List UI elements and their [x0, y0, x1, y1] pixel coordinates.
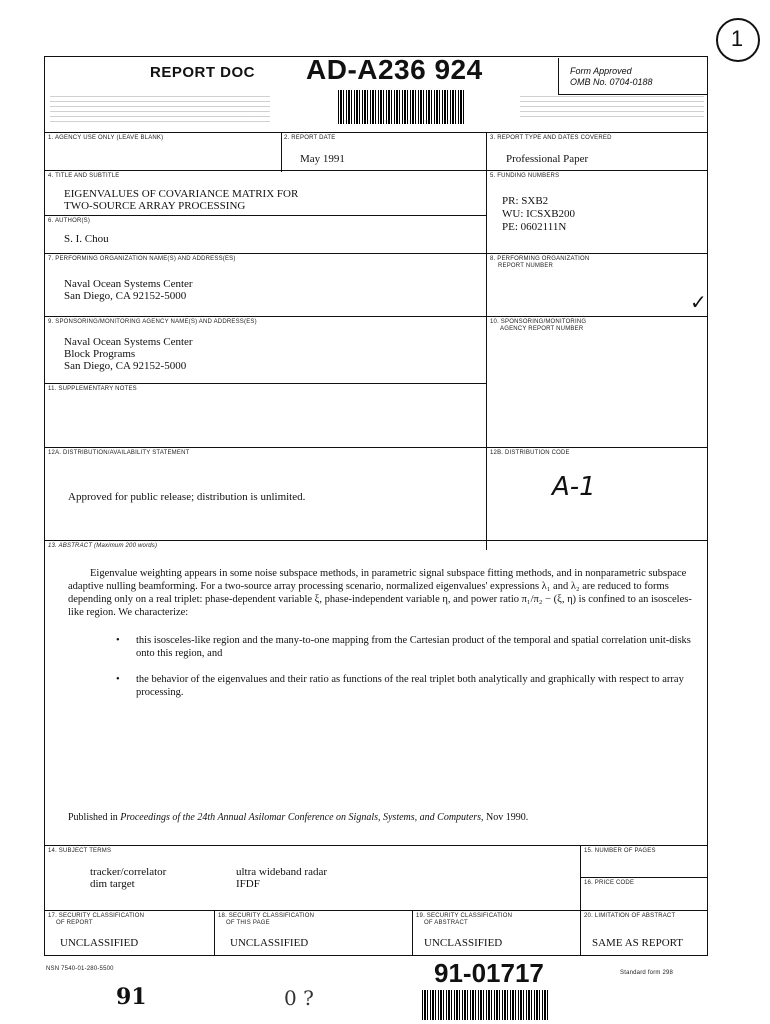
performing-report-label-2: REPORT NUMBER [498, 263, 554, 269]
page-number: 1 [730, 26, 744, 51]
funding-pr: PR: SXB2 [502, 195, 549, 207]
published-in [68, 812, 698, 823]
bullet-icon: • [116, 674, 120, 685]
supplementary-label: 11. SUPPLEMENTARY NOTES [48, 386, 137, 392]
abstract-bullet-1-text: this isosceles-like region and the many-to-one mapping from the Cartesian product of the temporal and spatial correlation unit-disks onto this region, and [136, 635, 691, 659]
sponsoring-org-line-1: Naval Ocean Systems Center [64, 336, 193, 348]
subject-term-3: ultra wideband radar [236, 866, 328, 878]
abstract-bullet-1 [116, 634, 692, 660]
report-type: Professional Paper [506, 153, 589, 165]
sec-page-label-2: OF THIS PAGE [226, 920, 270, 926]
fine-print-left [50, 96, 270, 124]
subject-term-1: tracker/correlator [90, 866, 167, 878]
distribution-code-label: 12B. DISTRIBUTION CODE [490, 450, 570, 456]
sec-abstract-label-2: OF ABSTRACT [424, 920, 468, 926]
performing-org-label: 7. PERFORMING ORGANIZATION NAME(S) AND ADDRESS(ES) [48, 256, 236, 262]
published-prefix: Published in [68, 812, 121, 823]
abstract-label: 13. ABSTRACT (Maximum 200 words) [48, 543, 158, 549]
authors: S. I. Chou [64, 233, 109, 245]
authors-label: 6. AUTHOR(S) [48, 218, 91, 224]
sponsoring-report-label-2: AGENCY REPORT NUMBER [500, 326, 584, 332]
distribution-statement-label: 12A. DISTRIBUTION/AVAILABILITY STATEMENT [48, 450, 190, 456]
report-date-label: 2. REPORT DATE [284, 135, 336, 141]
funding-wu: WU: ICSXB200 [502, 208, 576, 220]
num-pages-label: 15. NUMBER OF PAGES [584, 848, 656, 854]
performing-report-label-1: 8. PERFORMING ORGANIZATION [490, 256, 590, 262]
omb-number: OMB No. 0704-0188 [570, 77, 653, 87]
price-code-label: 16. PRICE CODE [584, 880, 635, 886]
funding-pe: PE: 0602111N [502, 221, 567, 233]
title-line-2: TWO-SOURCE ARRAY PROCESSING [64, 200, 246, 212]
form-approved: Form Approved [570, 66, 632, 76]
title-label: 4. TITLE AND SUBTITLE [48, 173, 120, 179]
published-venue: Proceedings of the 24th Annual Asilomar Conference on Signals, Systems, and Computers [120, 812, 482, 823]
agency-use-label: 1. AGENCY USE ONLY (LEAVE BLANK) [48, 135, 164, 141]
sec-report-label-2: OF REPORT [56, 920, 93, 926]
distribution-statement: Approved for public release; distribution is unlimited. [68, 491, 306, 503]
bullet-icon: • [116, 635, 120, 646]
abstract-bullet-2 [116, 673, 692, 699]
subject-terms-label: 14. SUBJECT TERMS [48, 848, 112, 854]
ad-barcode [338, 90, 464, 124]
sec-page-value: UNCLASSIFIED [230, 937, 309, 949]
limitation-value: SAME AS REPORT [592, 937, 684, 949]
subject-term-2: dim target [90, 878, 135, 890]
sec-page-label-1: 18. SECURITY CLASSIFICATION [218, 913, 315, 919]
performing-org-line-2: San Diego, CA 92152-5000 [64, 290, 187, 302]
date-stamp: 91 [116, 984, 147, 1010]
report-type-label: 3. REPORT TYPE AND DATES COVERED [490, 135, 612, 141]
sponsoring-org-label: 9. SPONSORING/MONITORING AGENCY NAME(S) AND ADDRESS(ES) [48, 319, 257, 325]
nsn: NSN 7540-01-280-5500 [46, 966, 114, 972]
sponsoring-org-line-3: San Diego, CA 92152-5000 [64, 360, 187, 372]
ad-number: AD-A236 924 [306, 54, 483, 85]
sec-report-label-1: 17. SECURITY CLASSIFICATION [48, 913, 145, 919]
title-line-1: EIGENVALUES OF COVARIANCE MATRIX FOR [64, 188, 299, 200]
checkmark: ✓ [690, 290, 707, 314]
sec-abstract-value: UNCLASSIFIED [424, 937, 503, 949]
accession-barcode [422, 990, 548, 1020]
standard-form: Standard form 298 [620, 970, 674, 976]
limitation-label: 20. LIMITATION OF ABSTRACT [584, 913, 676, 919]
date-stamp-tail: 0 ? [284, 986, 314, 1010]
published-suffix: , Nov 1990. [481, 812, 529, 823]
sponsoring-report-label-1: 10. SPONSORING/MONITORING [490, 319, 587, 325]
report-date: May 1991 [300, 153, 345, 165]
report-title: REPORT DOC [150, 64, 256, 81]
abstract-bullet-2-text: the behavior of the eigenvalues and their ratio as functions of the real triplet both analytically and graphically with respect to array processing. [136, 674, 684, 698]
accession-number: 91-01717 [434, 958, 544, 988]
performing-org-line-1: Naval Ocean Systems Center [64, 278, 193, 290]
sponsoring-org-line-2: Block Programs [64, 348, 136, 360]
sec-report-value: UNCLASSIFIED [60, 937, 139, 949]
sec-abstract-label-1: 19. SECURITY CLASSIFICATION [416, 913, 513, 919]
funding-label: 5. FUNDING NUMBERS [490, 173, 560, 179]
handwritten-dist-mark: A-1 [552, 472, 596, 502]
abstract-paragraph: Eigenvalue weighting appears in some noise subspace methods, in parametric signal subspace fitting methods, and in nonparametric subspace adaptive nulling beamforming. For a two-source array processing scenario, normalized eigenvalues' expressions λ₁ and λ₂ are reduced to forms depending only on a real triplet: phase-dependent variable ξ, phase-independent variable η, and power ratio π₁/π₂ − (ξ, η) is confined to an isosceles-like region. We characterize: [68, 568, 692, 618]
fine-print-right [520, 96, 704, 120]
subject-term-4: IFDF [236, 878, 260, 890]
